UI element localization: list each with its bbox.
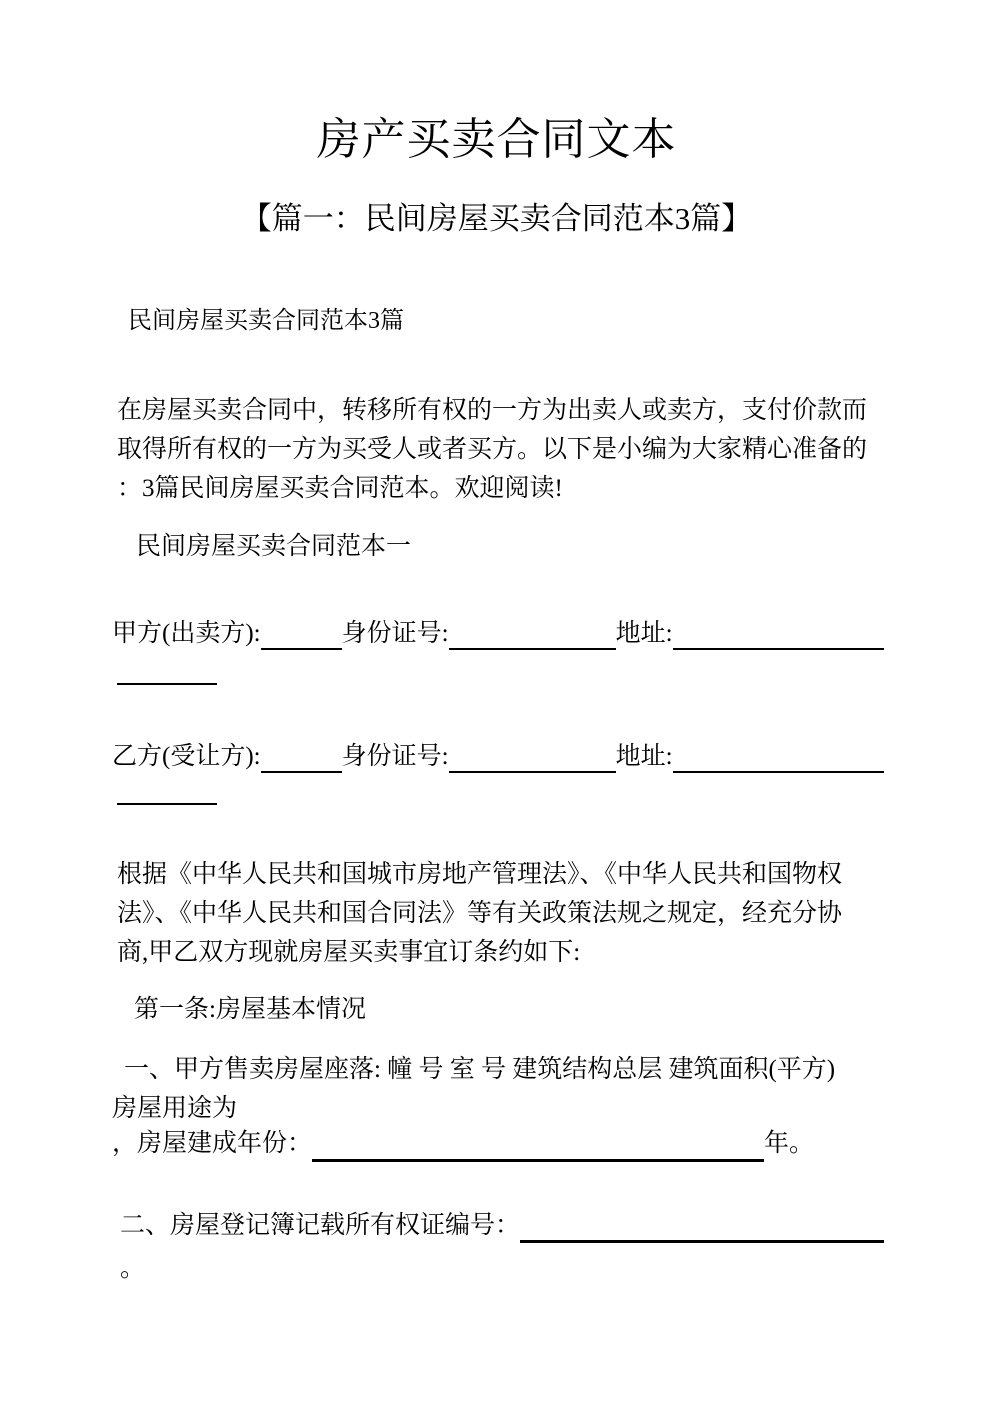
intro-line-1: 在房屋买卖合同中，转移所有权的一方为出卖人或卖方，支付价款而 <box>117 397 868 424</box>
year-built-prefix: ，房屋建成年份： <box>112 1130 313 1157</box>
party-a-row <box>112 617 884 650</box>
year-built-blank <box>312 1126 764 1162</box>
article-one-heading: 第一条:房屋基本情况 <box>134 996 366 1023</box>
document-subtitle: 【篇一：民间房屋买卖合同范本3篇】 <box>240 201 753 236</box>
party-a-address-blank <box>673 617 884 650</box>
party-b-id-blank <box>449 740 616 773</box>
clause-two-row <box>120 1208 884 1243</box>
intro-line-2: 取得所有权的一方为买受人或者买方。以下是小编为大家精心准备的 <box>117 436 868 463</box>
intro-line-3: ：3篇民间房屋买卖合同范本。欢迎阅读! <box>117 475 563 502</box>
legal-line-2: 法》、《中华人民共和国合同法》等有关政策法规之规定，经充分协 <box>117 900 843 927</box>
certificate-number-blank <box>520 1208 884 1243</box>
clause-two-prefix: 二、房屋登记簿记载所有权证编号： <box>120 1212 521 1239</box>
party-b-address-blank-continuation <box>117 783 217 805</box>
clause-one-year-row <box>112 1126 873 1162</box>
party-a-address-blank-continuation <box>117 663 217 685</box>
clause-two-trailing-period: 。 <box>120 1255 146 1282</box>
party-a-name-blank <box>261 617 342 650</box>
party-a-role-label: 甲方(出卖方): <box>112 620 261 647</box>
party-b-address-label: 地址: <box>615 743 673 770</box>
intro-heading: 民间房屋买卖合同范本3篇 <box>128 308 404 334</box>
document-title: 房产买卖合同文本 <box>316 115 677 164</box>
party-b-id-label: 身份证号: <box>341 743 449 770</box>
party-b-row <box>112 740 884 773</box>
party-a-id-label: 身份证号: <box>341 620 449 647</box>
legal-line-1: 根据《中华人民共和国城市房地产管理法》、《中华人民共和国物权 <box>117 861 843 888</box>
year-built-suffix: 年。 <box>764 1130 815 1157</box>
party-b-role-label: 乙方(受让方): <box>112 743 261 770</box>
party-a-address-label: 地址: <box>615 620 673 647</box>
intro-paragraph <box>117 391 907 508</box>
clause-one-line-1: 一、甲方售卖房屋座落: 幢 号 室 号 建筑结构总层 建筑面积(平方) <box>124 1056 836 1083</box>
party-b-address-blank <box>673 740 884 773</box>
legal-paragraph <box>117 855 907 972</box>
legal-line-3: 商,甲乙双方现就房屋买卖事宜订条约如下: <box>117 939 581 966</box>
clause-one-line-2: 房屋用途为 <box>112 1095 238 1122</box>
party-b-name-blank <box>261 740 342 773</box>
sample-one-heading: 民间房屋买卖合同范本一 <box>136 533 412 560</box>
party-a-id-blank <box>449 617 616 650</box>
